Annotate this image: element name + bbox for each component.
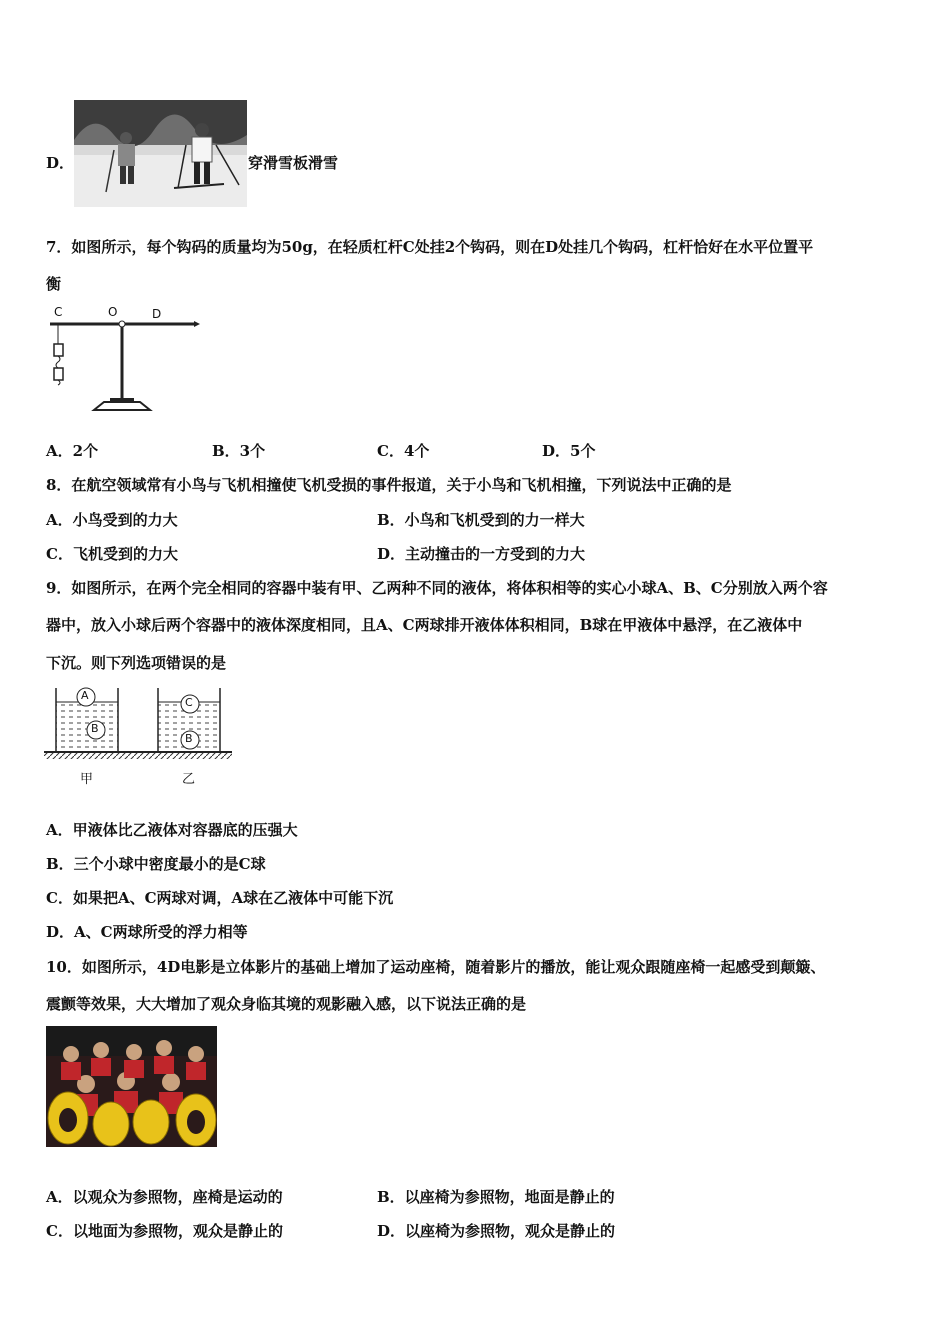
q7-option-d: D．5个 (542, 442, 596, 460)
q8-option-c: C．飞机受到的力大 (46, 545, 178, 563)
lever-label-o: O (108, 305, 118, 319)
4d-cinema-photo (46, 1026, 217, 1147)
q9-stem-line2: 器中，放入小球后两个容器中的液体深度相同，且A、C两球排开液体体积相同，B球在甲液体中悬浮，在乙液体中 (46, 616, 803, 634)
q7-option-a: A．2个 (46, 442, 99, 460)
q8-option-d: D．主动撞击的一方受到的力大 (377, 545, 586, 563)
q9-option-d: D．A、C两球所受的浮力相等 (46, 923, 248, 941)
container-jia-label: 甲 (80, 772, 94, 787)
q9-stem-line3: 下沉。则下列选项错误的是 (46, 654, 227, 672)
q10-stem-line2: 震颤等效果，大大增加了观众身临其境的观影融入感，以下说法正确的是 (46, 995, 527, 1013)
ball-b1-label: B (91, 722, 99, 735)
containers-figure (44, 684, 232, 788)
q10-stem-line1: 10．如图所示，4D电影是立体影片的基础上增加了运动座椅，随着影片的播放，能让观众跟随座椅一起感受到颠簸、 (46, 958, 826, 976)
q7-option-b: B．3个 (212, 442, 266, 460)
q8-option-b: B．小鸟和飞机受到的力一样大 (377, 511, 585, 529)
skiing-photo (74, 100, 247, 207)
q6-option-d-letter: D． (46, 154, 75, 172)
q7-option-c: C．4个 (377, 442, 430, 460)
q10-option-a: A．以观众为参照物，座椅是运动的 (46, 1188, 283, 1206)
lever-figure (44, 304, 200, 416)
q7-stem-line1: 7．如图所示，每个钩码的质量均为50g，在轻质杠杆C处挂2个钩码，则在D处挂几个钩码，杠杆恰好在水平位置平 (46, 238, 814, 256)
ball-c-label: C (185, 696, 193, 709)
ball-b2-label: B (185, 732, 193, 745)
q9-option-c: C．如果把A、C两球对调，A球在乙液体中可能下沉 (46, 889, 394, 907)
q10-option-c: C．以地面为参照物，观众是静止的 (46, 1222, 283, 1240)
q10-option-d: D．以座椅为参照物，观众是静止的 (377, 1222, 616, 1240)
q9-option-a: A．甲液体比乙液体对容器底的压强大 (46, 821, 298, 839)
lever-label-d: D (152, 307, 162, 321)
q9-option-b: B．三个小球中密度最小的是C球 (46, 855, 266, 873)
q8-option-a: A．小鸟受到的力大 (46, 511, 178, 529)
q9-stem-line1: 9．如图所示，在两个完全相同的容器中装有甲、乙两种不同的液体，将体积相等的实心小球A、B、C分别放入两个容 (46, 579, 828, 597)
q6-option-d-text: 穿滑雪板滑雪 (248, 154, 339, 172)
ball-a-label: A (81, 689, 89, 702)
q10-option-b: B．以座椅为参照物，地面是静止的 (377, 1188, 615, 1206)
container-yi-label: 乙 (182, 772, 196, 787)
q8-stem: 8．在航空领域常有小鸟与飞机相撞使飞机受损的事件报道，关于小鸟和飞机相撞，下列说法中正确的是 (46, 476, 732, 494)
q7-stem-line2: 衡 (46, 275, 62, 293)
lever-label-c: C (54, 305, 63, 319)
